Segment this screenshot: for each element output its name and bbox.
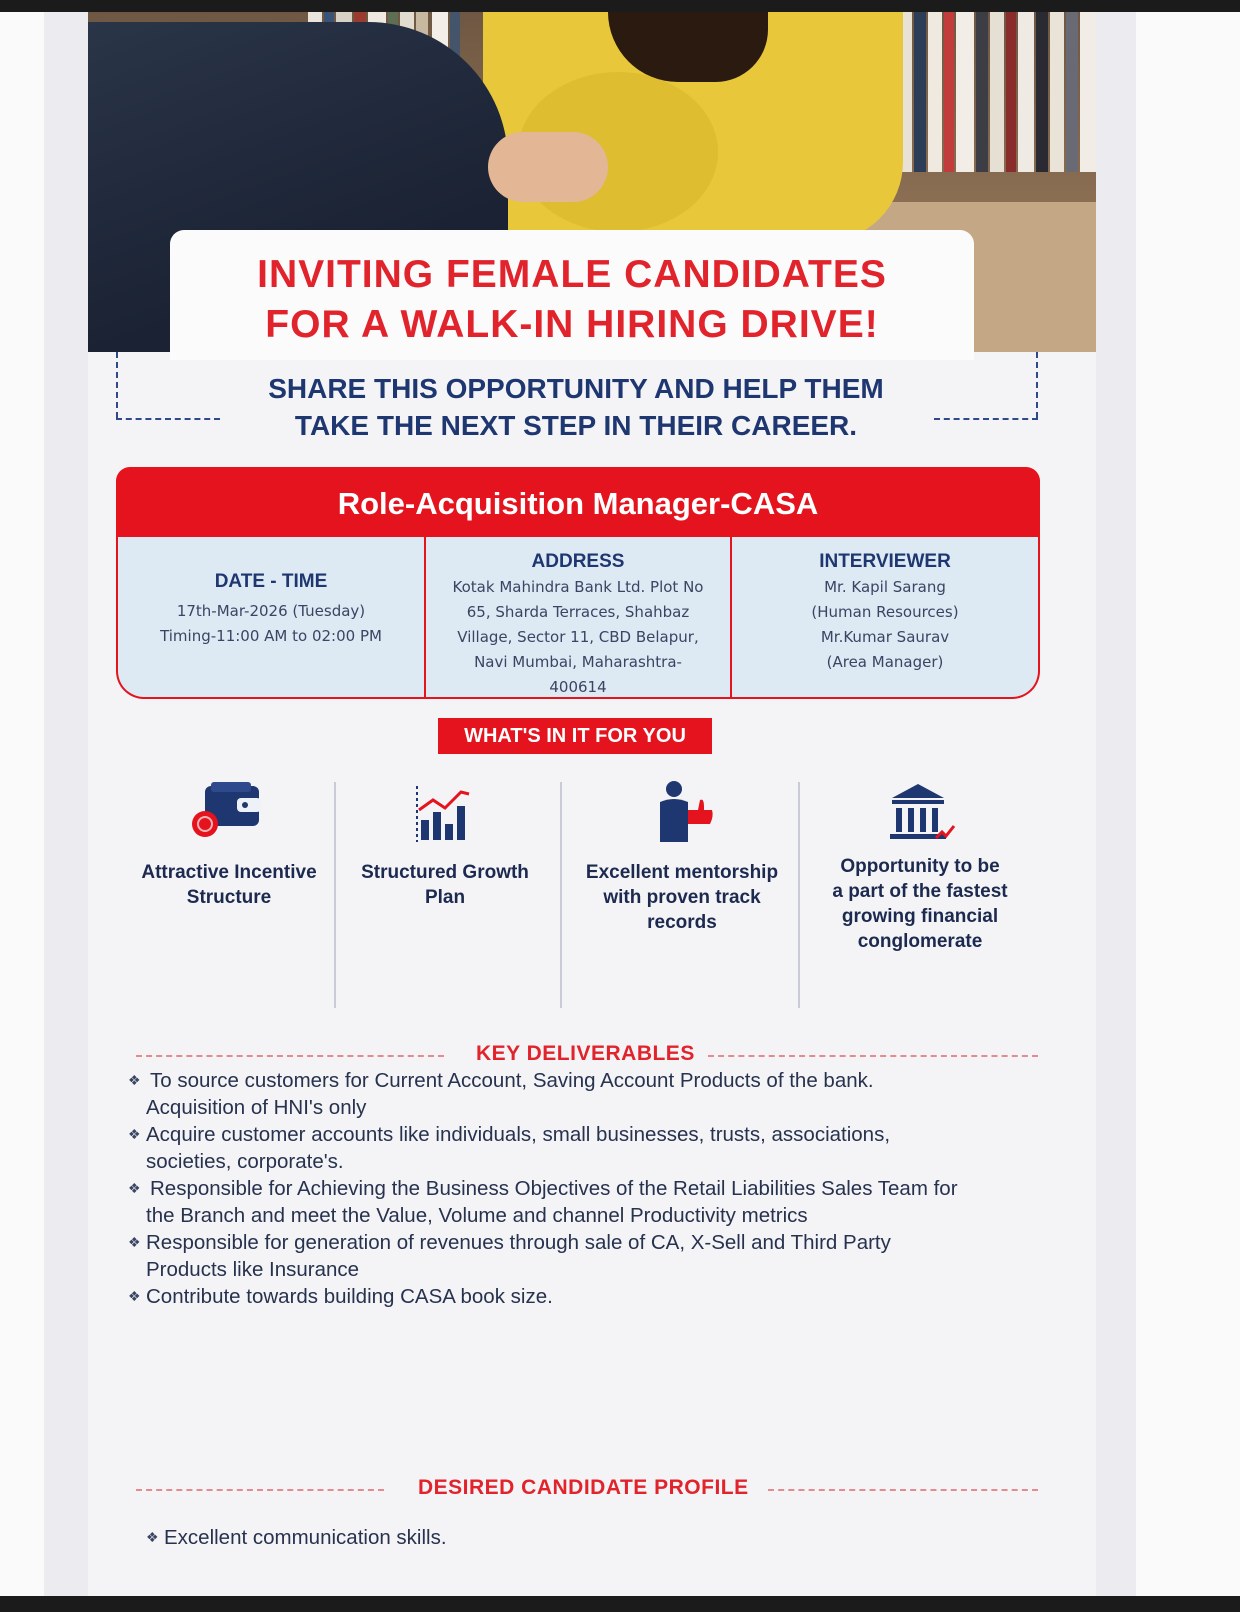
benefit-label: Plan (424, 887, 466, 908)
bullet-text: Responsible for generation of revenues through sale of CA, X-Sell and Third Party (146, 1231, 891, 1254)
share-line-1: SHARE THIS OPPORTUNITY AND HELP THEM (268, 373, 884, 404)
address-line: Navi Mumbai, Maharashtra- (474, 653, 682, 671)
diamond-bullet-icon: ❖ (146, 1529, 159, 1545)
benefit-label: Attractive Incentive (141, 862, 317, 883)
job-flyer[interactable] (88, 12, 1096, 1596)
benefit-opportunity (806, 770, 1034, 1010)
profile-heading: DESIRED CANDIDATE PROFILE (418, 1476, 749, 1499)
benefit-label: Opportunity to be (840, 856, 1000, 877)
benefit-label: records (647, 912, 717, 933)
divider (768, 1489, 1038, 1491)
interviewer-column (730, 537, 1038, 697)
benefit-label: conglomerate (857, 931, 983, 952)
divider (136, 1055, 444, 1057)
interviewer-line: (Area Manager) (826, 653, 944, 671)
deliverables-list (128, 1067, 1058, 1310)
role-title: Role-Acquisition Manager-CASA (116, 467, 1040, 537)
bullet-text: societies, corporate's. (146, 1150, 344, 1173)
divider (334, 782, 336, 1008)
interviewer-line: (Human Resources) (811, 603, 959, 621)
interviewer-line: Mr.Kumar Saurav (820, 628, 950, 646)
profile-list (146, 1524, 1046, 1551)
list-item (146, 1524, 1046, 1551)
bullet-text: Contribute towards building CASA book size. (146, 1285, 553, 1308)
diamond-bullet-icon: ❖ (128, 1180, 141, 1196)
bottom-bar (0, 1596, 1240, 1612)
share-banner (116, 352, 1038, 441)
top-bar (0, 0, 1240, 12)
left-gutter (44, 12, 88, 1596)
address-heading: ADDRESS (531, 551, 625, 572)
diamond-bullet-icon: ❖ (128, 1126, 141, 1142)
growth-chart-icon (407, 780, 483, 846)
bullet-text: Excellent communication skills. (164, 1526, 447, 1549)
address-column (424, 537, 730, 697)
headline-line-1: INVITING FEMALE CANDIDATES (257, 253, 887, 296)
address-line: 65, Sharda Terraces, Shahbaz (466, 603, 690, 621)
divider (798, 782, 800, 1008)
left-margin (0, 12, 44, 1596)
bullet-text: Responsible for Achieving the Business Objectives of the Retail Liabilities Sales Team for (150, 1177, 958, 1200)
list-item (128, 1067, 1058, 1121)
wallet-icon (191, 780, 267, 846)
benefit-incentive (124, 770, 334, 1010)
bullet-text: Acquire customer accounts like individuals, small businesses, trusts, associations, (146, 1123, 891, 1146)
address-line: 400614 (549, 678, 607, 696)
headline-box (170, 230, 974, 360)
deliverables-heading: KEY DELIVERABLES (476, 1042, 695, 1065)
interviewer-line: Mr. Kapil Sarang (824, 578, 946, 596)
benefit-label: Structured Growth (361, 862, 529, 883)
list-item (128, 1175, 1058, 1229)
date-time-column (118, 537, 424, 697)
interviewer-heading: INTERVIEWER (819, 551, 951, 572)
diamond-bullet-icon: ❖ (128, 1072, 141, 1088)
role-card (116, 467, 1040, 699)
bullet-text: To source customers for Current Account, Saving Account Products of the bank. (150, 1069, 874, 1092)
list-item (128, 1229, 1058, 1283)
right-gutter (1096, 12, 1136, 1596)
date-time-heading: DATE - TIME (214, 571, 328, 592)
benefit-label: growing financial (841, 906, 999, 927)
mentor-thumbs-up-icon (644, 780, 720, 846)
list-item (128, 1283, 1058, 1310)
list-item (128, 1121, 1058, 1175)
divider (136, 1489, 384, 1491)
headline-line-2: FOR A WALK-IN HIRING DRIVE! (265, 303, 879, 346)
divider (560, 782, 562, 1008)
bank-building-icon (882, 780, 958, 846)
bullet-text: Acquisition of HNI's only (146, 1096, 367, 1119)
bullet-text: Products like Insurance (146, 1258, 360, 1281)
address-line: Village, Sector 11, CBD Belapur, (457, 628, 699, 646)
benefit-label: Excellent mentorship (585, 862, 779, 883)
divider (708, 1055, 1038, 1057)
bullet-text: the Branch and meet the Value, Volume and channel Productivity metrics (146, 1204, 808, 1227)
benefits-heading: WHAT'S IN IT FOR YOU (438, 718, 712, 754)
right-margin (1136, 12, 1240, 1596)
diamond-bullet-icon: ❖ (128, 1234, 141, 1250)
timing-line: Timing-11:00 AM to 02:00 PM (160, 627, 382, 645)
date-line: 17th-Mar-2026 (Tuesday) (176, 602, 366, 620)
benefit-label: Structure (186, 887, 272, 908)
benefit-growth (340, 770, 550, 1010)
diamond-bullet-icon: ❖ (128, 1288, 141, 1304)
share-line-2: TAKE THE NEXT STEP IN THEIR CAREER. (294, 410, 858, 441)
address-line: Kotak Mahindra Bank Ltd. Plot No (452, 578, 704, 596)
benefit-label: a part of the fastest (832, 881, 1008, 902)
benefit-label: with proven track (603, 887, 761, 908)
benefit-mentorship (566, 770, 798, 1010)
